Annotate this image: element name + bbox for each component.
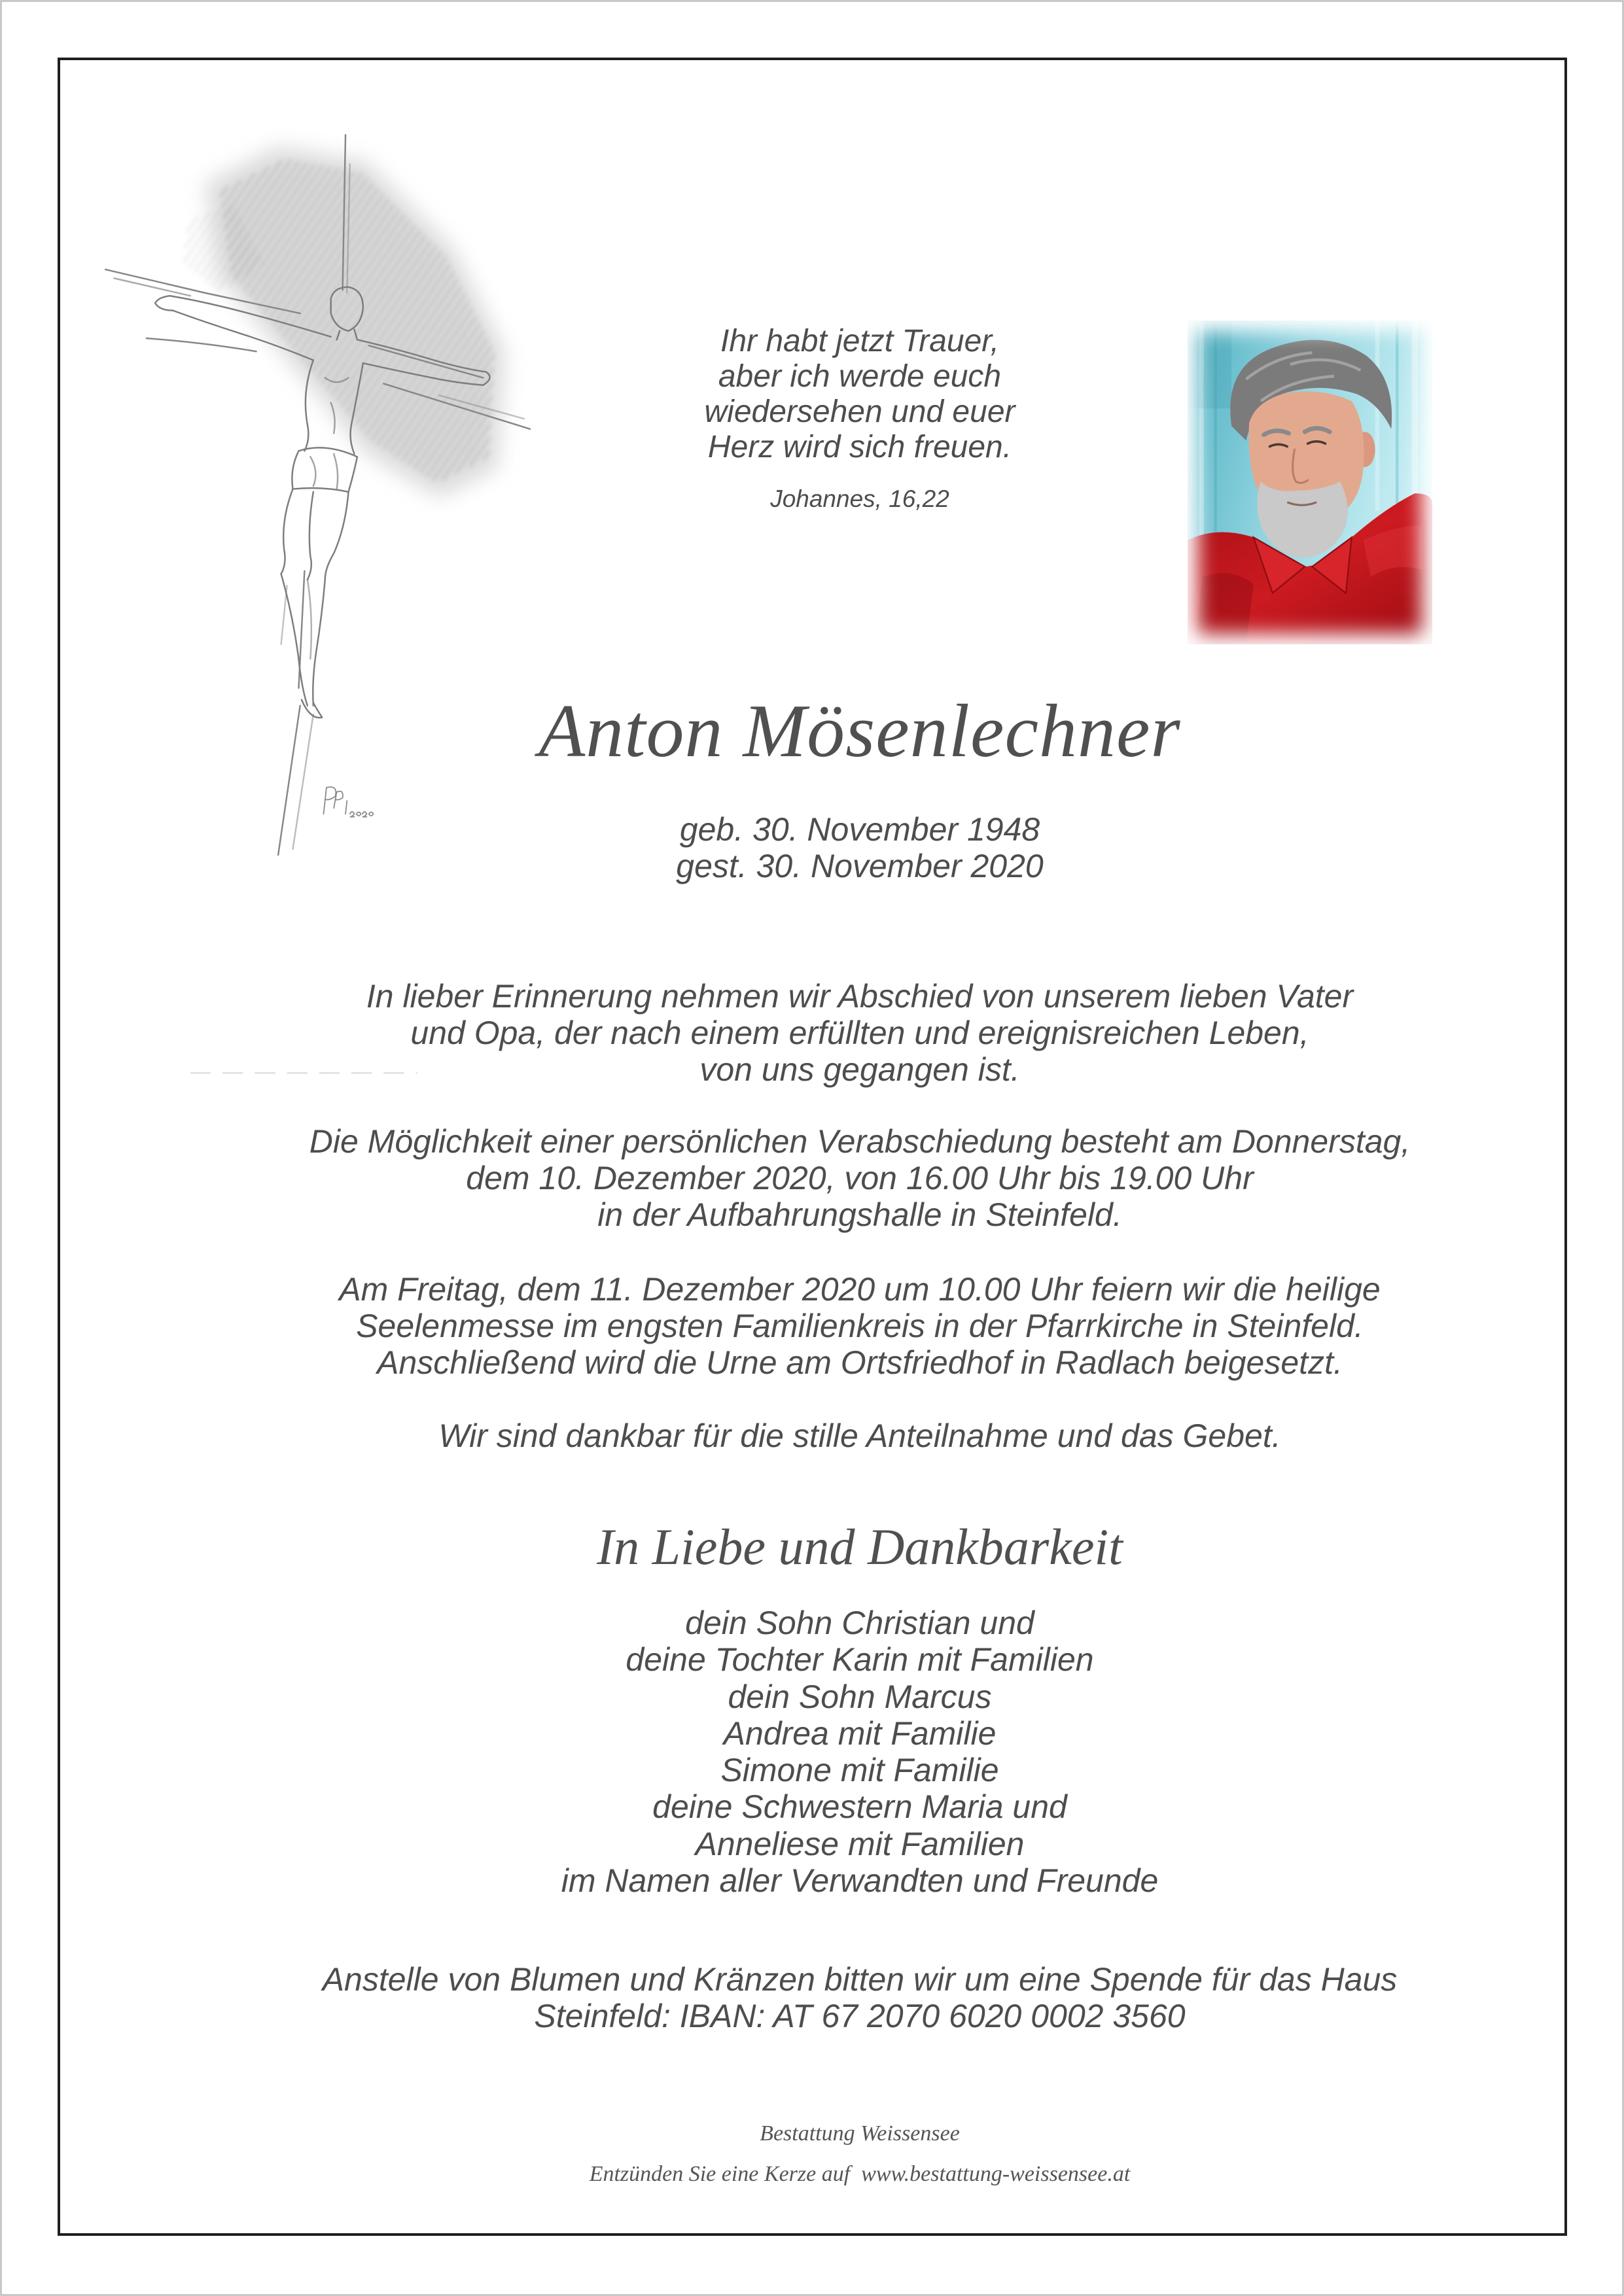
- text-line: Anschließend wird die Urne am Ortsfriedhof in Radlach beigesetzt.: [377, 1344, 1343, 1381]
- text-line: Am Freitag, dem 11. Dezember 2020 um 10.00 Uhr feiern wir die heilige: [339, 1271, 1381, 1308]
- iban-line: Steinfeld: IBAN: AT 67 2070 6020 0002 3560: [534, 1998, 1186, 2034]
- candle-notice: [205, 2161, 1514, 2187]
- candle-prompt: Entzünden Sie eine Kerze auf: [589, 2162, 851, 2186]
- crucifix-sketch: [0, 0, 586, 1113]
- deceased-name: Anton Mösenlechner: [538, 689, 1181, 773]
- text-line: In lieber Erinnerung nehmen wir Abschied von unserem lieben Vater: [366, 978, 1354, 1015]
- quote-line: aber ich werde euch: [718, 359, 1002, 394]
- mourner-line: deine Tochter Karin mit Familien: [626, 1641, 1094, 1679]
- website-link: www.bestattung-weissensee.at: [861, 2162, 1131, 2186]
- text-line: Seelenmesse im engsten Familienkreis in der Pfarrkirche in Steinfeld.: [356, 1308, 1364, 1344]
- text-line: in der Aufbahrungshalle in Steinfeld.: [597, 1196, 1122, 1233]
- birth-date: geb. 30. November 1948: [679, 811, 1040, 848]
- portrait-photo: [1188, 321, 1432, 644]
- mourner-line: deine Schwestern Maria und: [652, 1788, 1067, 1826]
- closing-heading: In Liebe und Dankbarkeit: [597, 1518, 1123, 1575]
- text-line: Wir sind dankbar für die stille Anteilnahme und das Gebet.: [438, 1418, 1281, 1454]
- donation-request: [205, 1961, 1514, 2034]
- mourner-line: dein Sohn Christian und: [685, 1605, 1034, 1641]
- quote-line: wiedersehen und euer: [704, 394, 1015, 429]
- quote-source: Johannes, 16,22: [770, 485, 949, 512]
- text-line: von uns gegangen ist.: [699, 1051, 1020, 1088]
- mourner-line: Anneliese mit Familien: [695, 1825, 1025, 1862]
- thanks-paragraph: [205, 1418, 1514, 1454]
- text-line: Die Möglichkeit einer persönlichen Verabschiedung besteht am Donnerstag,: [309, 1123, 1411, 1160]
- photo-vignette: [1188, 321, 1432, 644]
- death-date: gest. 30. November 2020: [676, 848, 1044, 884]
- mass-paragraph: [205, 1271, 1514, 1381]
- life-dates: [205, 811, 1514, 884]
- mourners-list: [205, 1605, 1514, 1899]
- mourner-line: im Namen aller Verwandten und Freunde: [561, 1862, 1159, 1900]
- mourner-line: Andrea mit Familie: [723, 1714, 997, 1752]
- text-line: Anstelle von Blumen und Kränzen bitten wir um eine Spende für das Haus: [322, 1961, 1398, 1998]
- mourner-line: Simone mit Familie: [720, 1752, 999, 1789]
- quote-line: Ihr habt jetzt Trauer,: [720, 324, 999, 358]
- text-line: dem 10. Dezember 2020, von 16.00 Uhr bis 19.00 Uhr: [466, 1160, 1254, 1196]
- viewing-paragraph: [205, 1123, 1514, 1233]
- text-line: und Opa, der nach einem erfüllten und ereignisreichen Leben,: [410, 1015, 1309, 1051]
- quote-line: Herz wird sich freuen.: [707, 430, 1012, 464]
- funeral-home-name: Bestattung Weissensee: [760, 2121, 960, 2146]
- mourner-line: dein Sohn Marcus: [728, 1678, 992, 1715]
- announcement-paragraph: [205, 978, 1514, 1088]
